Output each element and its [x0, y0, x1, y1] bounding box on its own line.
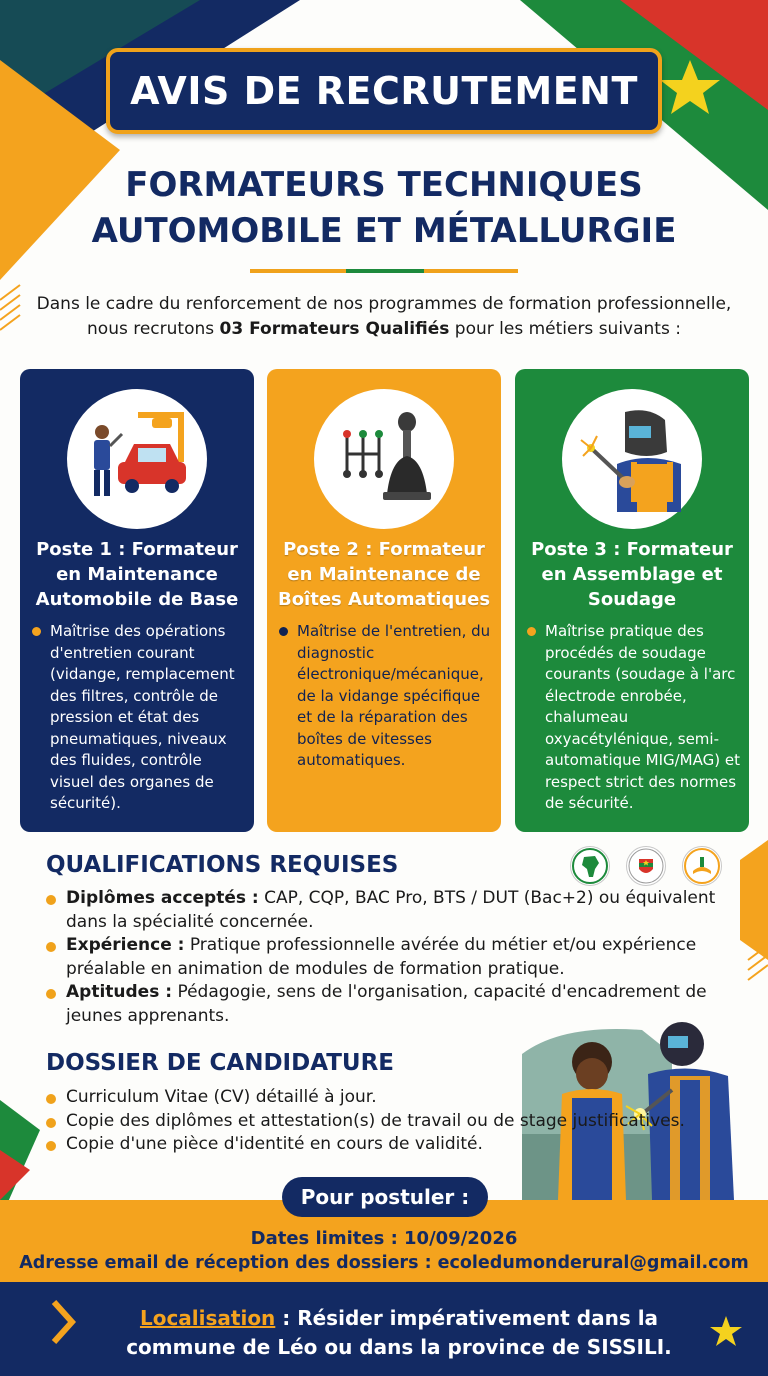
post-1-title: Poste 1 : Formateur en Maintenance Automobile de Base — [35, 539, 239, 610]
post-2-description — [279, 621, 493, 772]
qualifications-list — [46, 887, 732, 1028]
dossier-list — [46, 1086, 736, 1157]
post-card-1 — [20, 369, 254, 832]
post-2-icon-circle — [314, 389, 454, 529]
qualification-item — [46, 981, 732, 1028]
post-1-description — [32, 621, 246, 815]
qualification-label: Diplômes acceptés : — [66, 888, 259, 908]
location-text — [84, 1304, 714, 1362]
chevron-right-icon — [50, 1298, 76, 1346]
location-detail: : Résider impérativement dans la commune de Léo ou dans la province de SISSILI. — [126, 1306, 672, 1359]
headline-line-1: FORMATEURS TECHNIQUES — [125, 165, 643, 205]
dossier-item: Copie d'une pièce d'identité en cours de validité. — [46, 1133, 736, 1157]
qualification-text: Pédagogie, sens de l'organisation, capacité d'encadrement de jeunes apprenants. — [66, 982, 707, 1026]
bullet-dot — [527, 627, 536, 636]
post-3-description-text: Maîtrise pratique des procédés de soudage courants (soudage à l'arc électrode enrobée, chalumeau oxyacétylénique, semi-automatique MIG/MAG) et respect strict des normes de sécurité. — [545, 622, 740, 812]
bullet-dot — [279, 627, 288, 636]
intro-text-end: pour les métiers suivants : — [449, 319, 681, 339]
post-1-icon-circle — [67, 389, 207, 529]
apply-label: Pour postuler : — [300, 1185, 470, 1209]
qualification-text: Pratique professionnelle avérée du métier et/ou expérience préalable en animation de modules de formation pratique. — [66, 935, 697, 979]
africa-logo-icon — [570, 846, 610, 886]
divider-orange-2 — [424, 269, 518, 273]
intro-paragraph — [30, 292, 738, 342]
location-label: Localisation — [139, 1306, 276, 1330]
post-1-description-text: Maîtrise des opérations d'entretien courant (vidange, remplacement des filtres, contrôle de pression et état des pneumatiques, niveaux des fluides, contrôle visuel des organes de sécurité). — [50, 622, 235, 812]
intro-text: Dans le cadre du renforcement de nos programmes de formation professionnelle, nous recrutons — [36, 294, 732, 339]
partner-logos — [560, 846, 736, 884]
page-title: AVIS DE RECRUTEMENT — [130, 69, 638, 113]
divider-green — [346, 269, 424, 273]
dossier-item: Curriculum Vitae (CV) détaillé à jour. — [46, 1086, 736, 1110]
qualification-label: Expérience : — [66, 935, 185, 955]
mechanic-car-lift-icon — [82, 404, 192, 514]
title-banner — [106, 48, 662, 134]
apply-label-pill — [282, 1177, 488, 1217]
school-logo-icon — [682, 846, 722, 886]
qualifications-title: QUALIFICATIONS REQUISES — [46, 852, 399, 878]
headline — [0, 162, 768, 254]
post-2-title: Poste 2 : Formateur en Maintenance de Boîtes Automatiques — [277, 539, 491, 610]
bullet-dot — [32, 627, 41, 636]
dossier-title: DOSSIER DE CANDIDATURE — [46, 1050, 395, 1076]
qualification-item — [46, 934, 732, 981]
qualification-text: CAP, CQP, BAC Pro, BTS / DUT (Bac+2) ou équivalent dans la spécialité concernée. — [66, 888, 716, 932]
divider-orange — [250, 269, 346, 273]
dossier-item: Copie des diplômes et attestation(s) de travail ou de stage justificatives. — [46, 1110, 736, 1134]
coat-of-arms-icon — [626, 846, 666, 886]
welder-icon — [577, 404, 687, 514]
post-card-2 — [267, 369, 501, 832]
qualification-item — [46, 887, 732, 934]
post-3-description — [527, 621, 741, 815]
post-2-description-text: Maîtrise de l'entretien, du diagnostic électronique/mécanique, de la vidange spécifique et de la réparation des boîtes de vitesses automatiques. — [297, 622, 491, 769]
qualification-label: Aptitudes : — [66, 982, 173, 1002]
gear-shifter-icon — [329, 404, 439, 514]
headline-line-2: AUTOMOBILE ET MÉTALLURGIE — [91, 211, 677, 251]
post-3-icon-circle — [562, 389, 702, 529]
email-text: Adresse email de réception des dossiers : ecoledumonderural@gmail.com — [19, 1253, 749, 1273]
intro-bold: 03 Formateurs Qualifiés — [219, 319, 450, 339]
star-icon — [708, 1314, 744, 1350]
post-3-title: Poste 3 : Formateur en Assemblage et Soudage — [531, 539, 733, 610]
post-card-3 — [515, 369, 749, 832]
deadline-text: Dates limites : 10/09/2026 — [250, 1228, 518, 1249]
